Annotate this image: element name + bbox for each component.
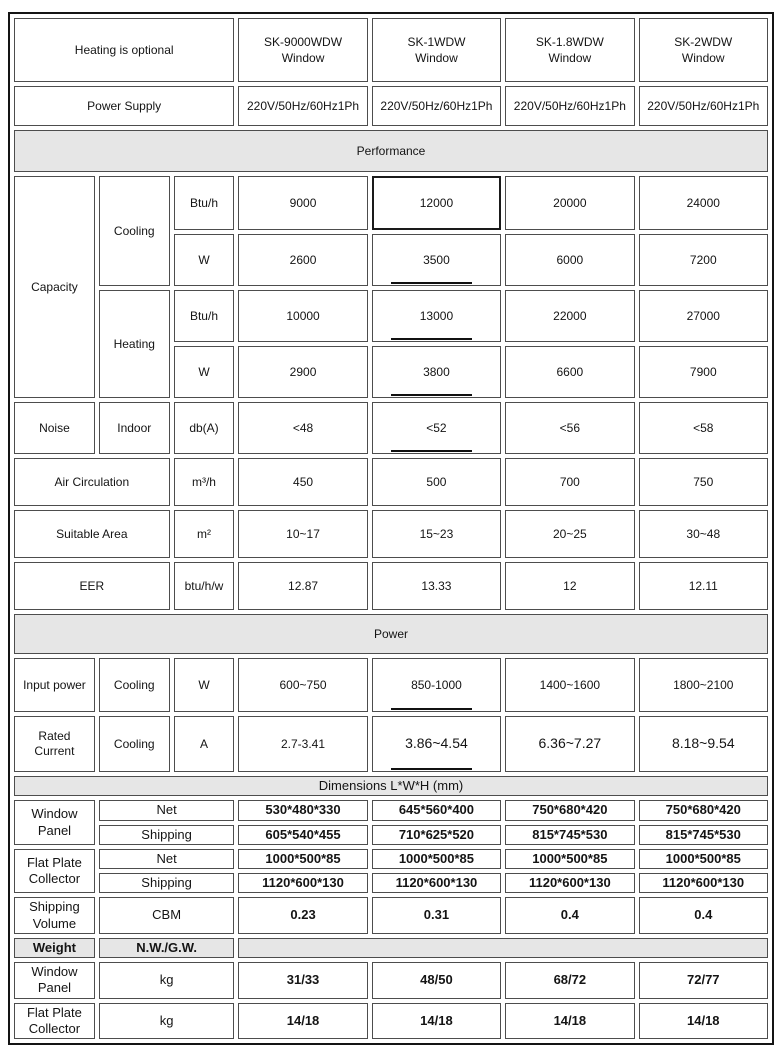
rated-current-value: 2.7-3.41 xyxy=(238,716,367,772)
flat-plate-weight-value: 14/18 xyxy=(639,1003,768,1040)
air-circulation-value: 700 xyxy=(505,458,634,506)
power-supply-label: Power Supply xyxy=(14,86,234,126)
flat-plate-collector-label: Flat Plate Collector xyxy=(14,849,95,894)
unit-cell: db(A) xyxy=(174,402,235,454)
model-sub: Window xyxy=(681,51,725,65)
unit-cell: Btu/h xyxy=(174,176,235,230)
window-panel-weight-value: 72/77 xyxy=(639,962,768,999)
heating-btu-value: 27000 xyxy=(639,290,768,342)
net-label: Net xyxy=(99,849,234,869)
noise-label: Noise xyxy=(14,402,95,454)
noise-value: <56 xyxy=(505,402,634,454)
input-power-value: 850-1000 xyxy=(372,658,501,712)
eer-value: 13.33 xyxy=(372,562,501,610)
eer-row xyxy=(14,562,768,610)
model-name: SK-1WDW xyxy=(407,34,466,49)
cooling-w-value: 7200 xyxy=(639,234,768,286)
rated-current-sub-label: Cooling xyxy=(99,716,170,772)
window-panel-weight-value: 68/72 xyxy=(505,962,634,999)
power-supply-row xyxy=(14,86,768,126)
cooling-btu-value: 24000 xyxy=(639,176,768,230)
rated-current-value: 6.36~7.27 xyxy=(505,716,634,772)
kg-unit-label: kg xyxy=(99,1003,234,1040)
rated-current-row xyxy=(14,716,768,772)
shipping-volume-label: Shipping Volume xyxy=(14,897,95,934)
flat-plate-net-value: 1000*500*85 xyxy=(639,849,768,869)
cooling-btu-value: 12000 xyxy=(372,176,501,230)
suitable-area-value: 15~23 xyxy=(372,510,501,558)
noise-value: <52 xyxy=(372,402,501,454)
unit-cell: W xyxy=(174,234,235,286)
model-column-header xyxy=(505,18,634,82)
suitable-area-row xyxy=(14,510,768,558)
window-panel-weight-value: 31/33 xyxy=(238,962,367,999)
window-panel-net-value: 750*680*420 xyxy=(505,800,634,820)
model-column-header xyxy=(372,18,501,82)
flat-plate-weight-value: 14/18 xyxy=(505,1003,634,1040)
flat-plate-shipping-row xyxy=(14,873,768,893)
window-panel-shipping-row xyxy=(14,825,768,845)
model-header-row xyxy=(14,18,768,82)
weight-header-row xyxy=(14,938,768,958)
cooling-label: Cooling xyxy=(99,176,170,286)
input-power-label: Input power xyxy=(14,658,95,712)
window-panel-weight-value: 48/50 xyxy=(372,962,501,999)
shipping-volume-value: 0.23 xyxy=(238,897,367,934)
eer-value: 12.11 xyxy=(639,562,768,610)
corner-note: Heating is optional xyxy=(14,18,234,82)
window-panel-net-value: 530*480*330 xyxy=(238,800,367,820)
input-power-row xyxy=(14,658,768,712)
input-power-value: 1800~2100 xyxy=(639,658,768,712)
model-sub: Window xyxy=(415,51,458,65)
suitable-area-value: 10~17 xyxy=(238,510,367,558)
power-supply-value: 220V/50Hz/60Hz1Ph xyxy=(372,86,501,126)
window-panel-label: Window Panel xyxy=(14,800,95,845)
air-circulation-value: 750 xyxy=(639,458,768,506)
unit-cell: W xyxy=(174,346,235,398)
eer-value: 12.87 xyxy=(238,562,367,610)
heating-btu-value: 22000 xyxy=(505,290,634,342)
model-column-header xyxy=(639,18,768,82)
window-panel-net-value: 645*560*400 xyxy=(372,800,501,820)
unit-cell: Btu/h xyxy=(174,290,235,342)
flat-plate-shipping-value: 1120*600*130 xyxy=(505,873,634,893)
flat-plate-collector-label: Flat Plate Collector xyxy=(14,1003,95,1040)
unit-cell: A xyxy=(174,716,235,772)
net-label: Net xyxy=(99,800,234,820)
suitable-area-label: Suitable Area xyxy=(14,510,170,558)
window-panel-shipping-value: 710*625*520 xyxy=(372,825,501,845)
noise-sub-label: Indoor xyxy=(99,402,170,454)
nw-gw-label: N.W./G.W. xyxy=(99,938,234,958)
dimensions-section-title: Dimensions L*W*H (mm) xyxy=(14,776,768,796)
eer-label: EER xyxy=(14,562,170,610)
power-supply-value: 220V/50Hz/60Hz1Ph xyxy=(639,86,768,126)
performance-section-title: Performance xyxy=(14,130,768,172)
cooling-w-value: 2600 xyxy=(238,234,367,286)
input-power-sub-label: Cooling xyxy=(99,658,170,712)
power-band-row xyxy=(14,614,768,654)
model-column-header xyxy=(238,18,367,82)
model-sub: Window xyxy=(548,51,592,65)
heating-w-value: 7900 xyxy=(639,346,768,398)
flat-plate-shipping-value: 1120*600*130 xyxy=(372,873,501,893)
air-circulation-value: 450 xyxy=(238,458,367,506)
flat-plate-net-value: 1000*500*85 xyxy=(505,849,634,869)
window-panel-label: Window Panel xyxy=(14,962,95,999)
window-panel-shipping-value: 815*745*530 xyxy=(505,825,634,845)
input-power-value: 600~750 xyxy=(238,658,367,712)
heating-label: Heating xyxy=(99,290,170,398)
power-supply-value: 220V/50Hz/60Hz1Ph xyxy=(238,86,367,126)
cooling-btu-value: 20000 xyxy=(505,176,634,230)
window-panel-shipping-value: 605*540*455 xyxy=(238,825,367,845)
power-supply-value: 220V/50Hz/60Hz1Ph xyxy=(505,86,634,126)
air-circulation-row xyxy=(14,458,768,506)
cooling-w-value: 3500 xyxy=(372,234,501,286)
heating-w-value: 2900 xyxy=(238,346,367,398)
input-power-value: 1400~1600 xyxy=(505,658,634,712)
flat-plate-weight-value: 14/18 xyxy=(238,1003,367,1040)
window-panel-weight-row xyxy=(14,962,768,999)
unit-cell: m² xyxy=(174,510,235,558)
cooling-btu-row xyxy=(14,176,768,230)
heating-btu-row xyxy=(14,290,768,342)
model-name: SK-9000WDW xyxy=(264,34,343,49)
rated-current-label: Rated Current xyxy=(14,716,95,772)
flat-plate-net-value: 1000*500*85 xyxy=(372,849,501,869)
dimensions-band-row xyxy=(14,776,768,796)
shipping-volume-value: 0.4 xyxy=(639,897,768,934)
heating-w-value: 3800 xyxy=(372,346,501,398)
unit-cell: W xyxy=(174,658,235,712)
model-name: SK-1.8WDW xyxy=(535,34,604,49)
eer-value: 12 xyxy=(505,562,634,610)
shipping-volume-value: 0.4 xyxy=(505,897,634,934)
noise-row xyxy=(14,402,768,454)
cooling-btu-value: 9000 xyxy=(238,176,367,230)
window-panel-net-value: 750*680*420 xyxy=(639,800,768,820)
spec-table xyxy=(8,12,774,1045)
kg-unit-label: kg xyxy=(99,962,234,999)
window-panel-net-row xyxy=(14,800,768,820)
window-panel-shipping-value: 815*745*530 xyxy=(639,825,768,845)
flat-plate-shipping-value: 1120*600*130 xyxy=(238,873,367,893)
shipping-label: Shipping xyxy=(99,825,234,845)
cooling-w-value: 6000 xyxy=(505,234,634,286)
shipping-volume-value: 0.31 xyxy=(372,897,501,934)
flat-plate-weight-value: 14/18 xyxy=(372,1003,501,1040)
cbm-unit-label: CBM xyxy=(99,897,234,934)
suitable-area-value: 30~48 xyxy=(639,510,768,558)
suitable-area-value: 20~25 xyxy=(505,510,634,558)
weight-section-title: Weight xyxy=(14,938,95,958)
heating-btu-value: 10000 xyxy=(238,290,367,342)
power-section-title: Power xyxy=(14,614,768,654)
performance-band-row xyxy=(14,130,768,172)
shipping-label: Shipping xyxy=(99,873,234,893)
heating-btu-value: 13000 xyxy=(372,290,501,342)
shipping-volume-row xyxy=(14,897,768,934)
unit-cell: m³/h xyxy=(174,458,235,506)
flat-plate-net-row xyxy=(14,849,768,869)
rated-current-value: 8.18~9.54 xyxy=(639,716,768,772)
flat-plate-net-value: 1000*500*85 xyxy=(238,849,367,869)
flat-plate-weight-row xyxy=(14,1003,768,1040)
rated-current-value: 3.86~4.54 xyxy=(372,716,501,772)
air-circulation-label: Air Circulation xyxy=(14,458,170,506)
air-circulation-value: 500 xyxy=(372,458,501,506)
flat-plate-shipping-value: 1120*600*130 xyxy=(639,873,768,893)
noise-value: <48 xyxy=(238,402,367,454)
heating-w-value: 6600 xyxy=(505,346,634,398)
unit-cell: btu/h/w xyxy=(174,562,235,610)
weight-band-spacer xyxy=(238,938,768,958)
noise-value: <58 xyxy=(639,402,768,454)
model-name: SK-2WDW xyxy=(674,34,733,49)
model-sub: Window xyxy=(281,51,325,65)
capacity-label: Capacity xyxy=(14,176,95,398)
